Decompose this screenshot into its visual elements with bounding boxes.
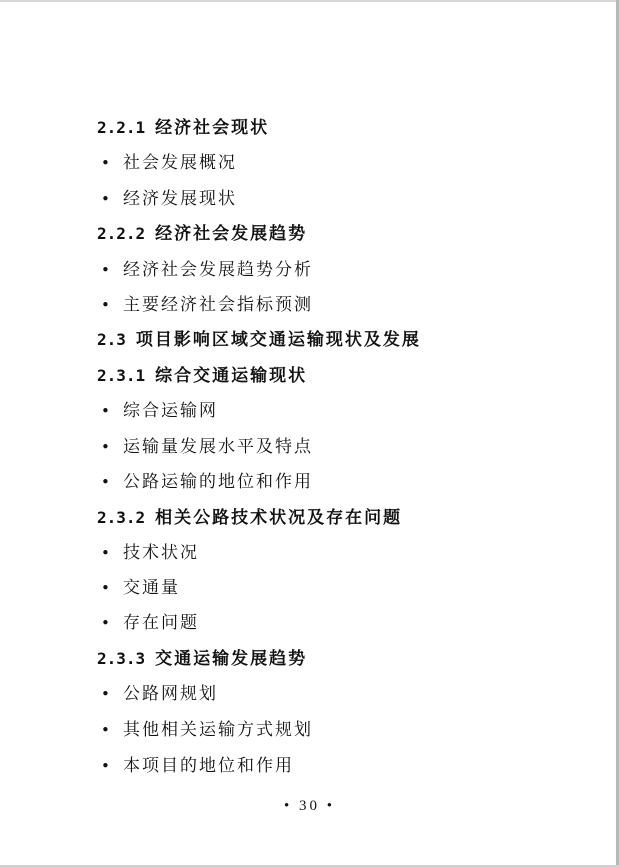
bullet-icon: • (101, 544, 112, 562)
bullet-icon: • (101, 154, 112, 172)
bullet-icon: • (101, 296, 112, 314)
section-title: 综合交通运输现状 (155, 366, 308, 386)
list-item-text: 主要经济社会指标预测 (123, 295, 313, 315)
list-item (101, 680, 218, 708)
bullet-icon: • (101, 721, 112, 739)
section-number: 2.2.1 (97, 118, 146, 137)
section-number: 2.3.1 (97, 366, 146, 385)
list-item (101, 609, 199, 637)
list-item-text: 社会发展概况 (123, 153, 237, 173)
list-item (101, 539, 199, 567)
list-item-text: 经济发展现状 (123, 189, 237, 209)
list-item-text: 技术状况 (123, 543, 199, 563)
list-item-text: 本项目的地位和作用 (123, 756, 294, 776)
section-number: 2.2.2 (97, 224, 146, 243)
list-item-text: 存在问题 (123, 613, 199, 633)
bullet-icon: • (101, 261, 112, 279)
section-title: 项目影响区域交通运输现状及发展 (135, 330, 421, 350)
bullet-icon: • (101, 402, 112, 420)
bullet-icon: • (101, 473, 112, 491)
section-title: 交通运输发展趋势 (155, 649, 308, 669)
bullet-icon: • (101, 579, 112, 597)
list-item-text: 综合运输网 (123, 401, 218, 421)
section-title: 经济社会发展趋势 (155, 224, 308, 244)
section-heading (97, 504, 402, 532)
section-heading (97, 362, 307, 390)
list-item (101, 433, 313, 461)
bullet-icon: • (101, 438, 112, 456)
list-item-text: 经济社会发展趋势分析 (123, 260, 313, 280)
section-number: 2.3.3 (97, 649, 146, 668)
list-item-text: 运输量发展水平及特点 (123, 437, 313, 457)
section-heading (97, 326, 421, 354)
section-heading (97, 114, 269, 142)
section-number: 2.3 (97, 330, 126, 349)
section-heading (97, 220, 307, 248)
section-title: 经济社会现状 (155, 118, 270, 138)
bullet-icon: • (101, 190, 112, 208)
list-item-text: 公路运输的地位和作用 (123, 472, 313, 492)
list-item-text: 交通量 (123, 578, 180, 598)
page-number: • 30 • (283, 798, 335, 814)
bullet-icon: • (101, 685, 112, 703)
bullet-icon: • (101, 757, 112, 775)
list-item (101, 149, 237, 177)
section-title: 相关公路技术状况及存在问题 (155, 508, 403, 528)
page-top-edge (0, 0, 619, 2)
list-item-text: 其他相关运输方式规划 (123, 720, 313, 740)
list-item (101, 574, 180, 602)
bullet-icon: • (101, 614, 112, 632)
list-item (101, 291, 313, 319)
list-item-text: 公路网规划 (123, 684, 218, 704)
list-item (101, 716, 313, 744)
section-heading (97, 645, 307, 673)
list-item (101, 256, 313, 284)
list-item (101, 185, 237, 213)
list-item (101, 397, 218, 425)
section-number: 2.3.2 (97, 508, 146, 527)
list-item (101, 752, 294, 780)
list-item (101, 468, 313, 496)
